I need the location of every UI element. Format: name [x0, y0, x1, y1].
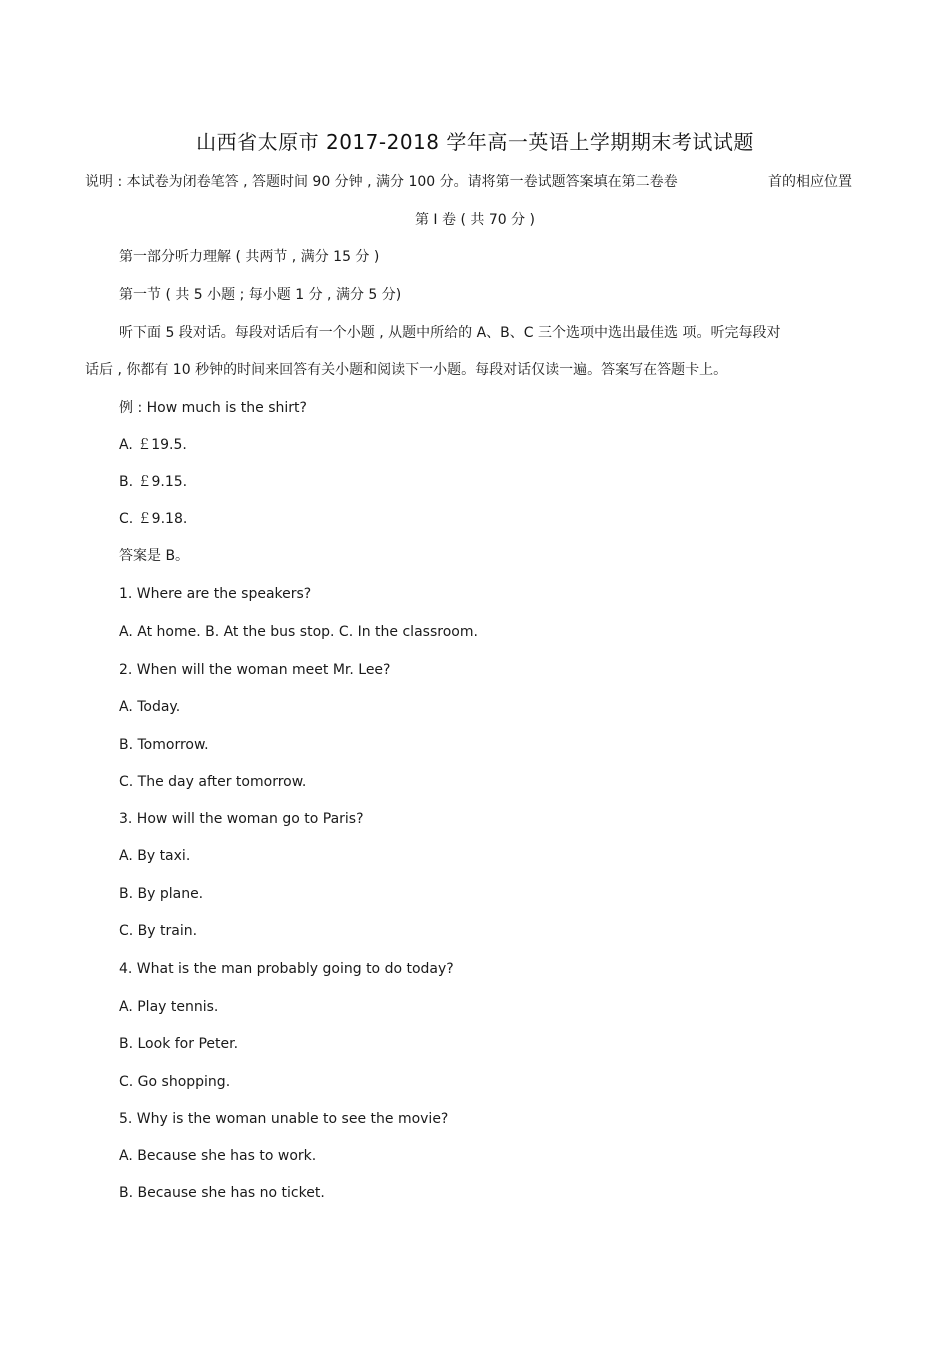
question-option: C. Go shopping.	[119, 1074, 231, 1090]
question-stem: 1. Where are the speakers?	[119, 586, 312, 602]
example-option: C. ￡9.18.	[119, 511, 188, 527]
question-option: C. By train.	[119, 923, 198, 939]
example-answer: 答案是 B。	[119, 548, 190, 564]
question-option: B. Tomorrow.	[119, 737, 209, 753]
section1-heading: 第一节 ( 共 5 小题 ; 每小题 1 分 , 满分 5 分)	[119, 287, 402, 303]
exam-title: 山西省太原市 2017-2018 学年高一英语上学期期末考试试题	[196, 130, 754, 154]
example-option: B. ￡9.15.	[119, 474, 188, 490]
question-option: A. Today.	[119, 699, 181, 715]
question-option: B. Look for Peter.	[119, 1036, 239, 1052]
question-option: A. By taxi.	[119, 848, 191, 864]
instructions-text: 说明 : 本试卷为闭卷笔答 , 答题时间 90 分钟 , 满分 100 分。请将第一卷试题答案填在第二卷卷	[85, 174, 678, 190]
instructions-tail: 首的相应位置	[768, 174, 852, 190]
part1-heading: 第一部分听力理解 ( 共两节 , 满分 15 分 )	[119, 249, 380, 265]
question-stem: 3. How will the woman go to Paris?	[119, 811, 364, 827]
question-options-inline: A. At home. B. At the bus stop. C. In the classroom.	[119, 624, 478, 640]
question-option: A. Play tennis.	[119, 999, 219, 1015]
question-option: C. The day after tomorrow.	[119, 774, 307, 790]
question-option: B. Because she has no ticket.	[119, 1185, 325, 1201]
example-option: A. ￡19.5.	[119, 437, 187, 453]
directions-line-2: 话后 , 你都有 10 秒钟的时间来回答有关小题和阅读下一小题。每段对话仅读一遍。答案写在答题卡上。	[85, 362, 728, 378]
directions-line-1: 听下面 5 段对话。每段对话后有一个小题 , 从题中所给的 A、B、C 三个选项中选出最佳选 项。听完每段对	[119, 325, 781, 341]
question-option: B. By plane.	[119, 886, 204, 902]
example-question: 例 : How much is the shirt?	[119, 400, 307, 416]
question-stem: 5. Why is the woman unable to see the movie?	[119, 1111, 449, 1127]
question-stem: 4. What is the man probably going to do today?	[119, 961, 454, 977]
question-stem: 2. When will the woman meet Mr. Lee?	[119, 662, 391, 678]
question-option: A. Because she has to work.	[119, 1148, 317, 1164]
volume-heading: 第 Ⅰ 卷 ( 共 70 分 )	[414, 212, 536, 228]
